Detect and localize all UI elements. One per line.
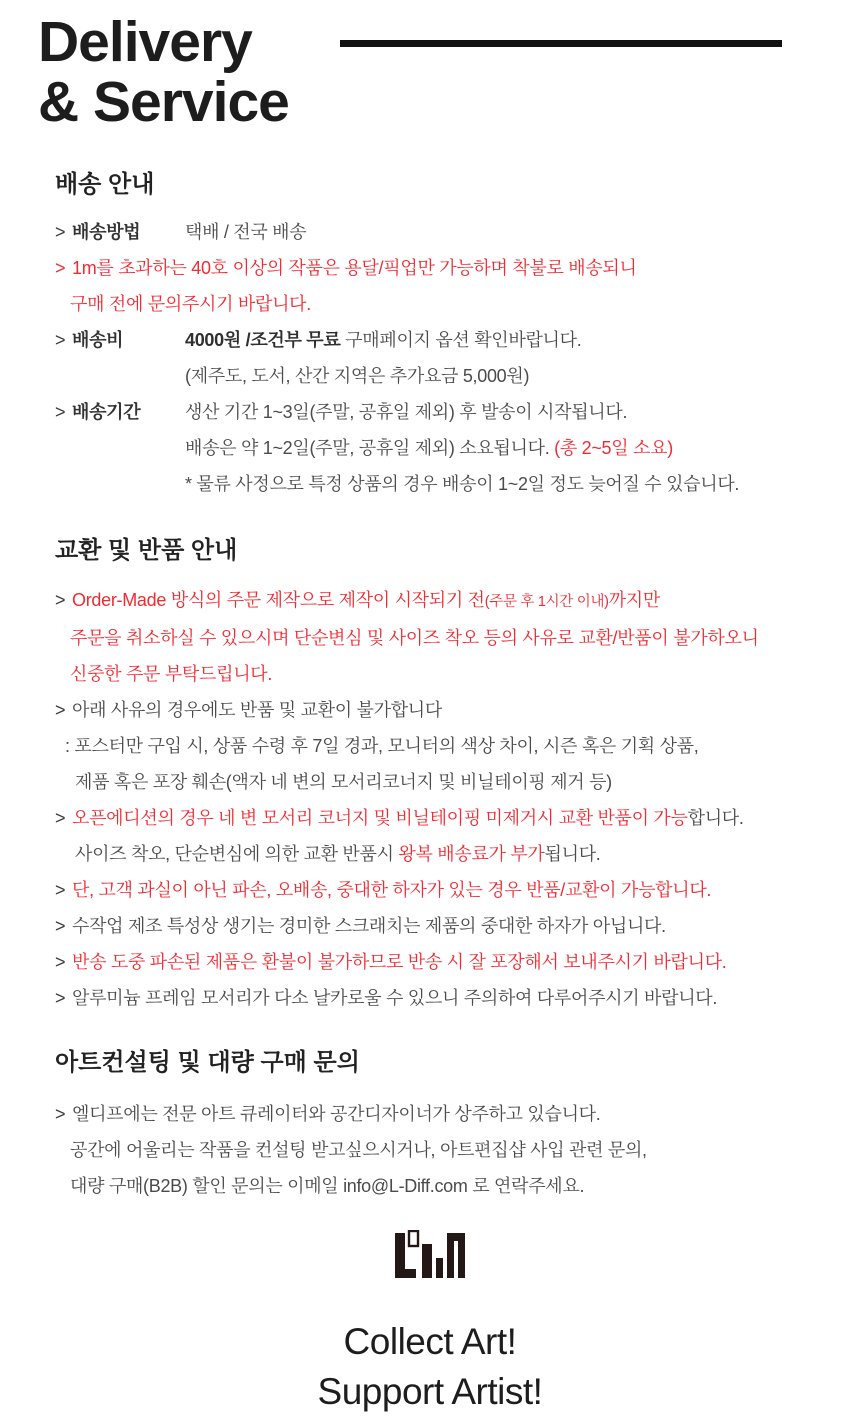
no-return-reasons-text: 아래 사유의 경우에도 반품 및 교환이 불가합니다 xyxy=(72,700,442,720)
round-trip-seg1: 사이즈 착오, 단순변심에 의한 교환 반품시 xyxy=(75,844,399,864)
return-packing-row xyxy=(55,944,840,980)
shipping-total-days: (총 2~5일 소요) xyxy=(554,438,673,458)
bullet-chevron: > xyxy=(55,258,66,278)
order-made-seg2: 까지만 xyxy=(608,590,660,610)
shipping-method-row xyxy=(55,214,840,250)
bullet-chevron: > xyxy=(55,952,66,972)
consulting-info-row xyxy=(55,1132,840,1168)
shipping-fee-row xyxy=(55,322,840,358)
order-made-text xyxy=(72,582,660,620)
shipping-fee-value xyxy=(185,322,581,358)
curator-row xyxy=(55,1096,840,1132)
no-return-list-text: : 포스터만 구입 시, 상품 수령 후 7일 경과, 모니터의 색상 차이, 시즌 혹은 기획 상품, xyxy=(65,736,699,756)
no-return-list-row xyxy=(55,728,840,764)
bullet-chevron: > xyxy=(55,222,66,242)
curator-text: 엘디프에는 전문 아트 큐레이터와 공간디자이너가 상주하고 있습니다. xyxy=(72,1104,601,1124)
round-trip-red-seg: 왕복 배송료가 부가 xyxy=(398,844,545,864)
return-packing-text: 반송 도중 파손된 제품은 환불이 불가하므로 반송 시 잘 포장해서 보내주시기 바랍니다. xyxy=(72,952,727,972)
slogan-line2: Support Artist! xyxy=(317,1371,543,1412)
order-made-small-note: (주문 후 1시간 이내) xyxy=(484,594,609,610)
oversize-notice-cont-text: 구매 전에 문의주시기 바랍니다. xyxy=(70,294,311,314)
l-diff-logo-icon xyxy=(395,1230,465,1278)
shipping-method-value: 택배 / 전국 배송 xyxy=(185,222,307,242)
slogan xyxy=(0,1317,860,1417)
cancel-policy-row xyxy=(55,620,840,656)
careful-order-row xyxy=(55,656,840,692)
shipping-delay-note-row xyxy=(55,466,840,502)
shipping-delay-note-text: * 물류 사정으로 특정 상품의 경우 배송이 1~2일 정도 늦어질 수 있습니다. xyxy=(185,474,740,494)
section-returns xyxy=(0,536,860,1016)
page-title xyxy=(0,12,860,132)
section-shipping xyxy=(0,170,860,502)
footer xyxy=(0,1230,860,1417)
bullet-chevron: > xyxy=(55,700,66,720)
cancel-policy-text: 주문을 취소하실 수 있으시며 단순변심 및 사이즈 착오 등의 사유로 교환/반품이 불가하오니 xyxy=(70,628,759,648)
open-edition-row xyxy=(55,800,840,836)
bullet-chevron: > xyxy=(55,808,66,828)
aluminum-frame-text: 알루미늄 프레임 모서리가 다소 날카로울 수 있으니 주의하여 다루어주시기 바랍니다. xyxy=(72,988,718,1008)
oversize-notice-row xyxy=(55,250,840,286)
defect-exception-row xyxy=(55,872,840,908)
shipping-fee-extra-text: (제주도, 도서, 산간 지역은 추가요금 5,000원) xyxy=(185,366,530,386)
consulting-heading: 아트컨설팅 및 대량 구매 문의 xyxy=(55,1049,360,1076)
b2b-contact-text: 대량 구매(B2B) 할인 문의는 이메일 info@L-Diff.com 로 연락주세요. xyxy=(70,1176,585,1196)
shipping-method-label: 배송방법 xyxy=(72,222,141,242)
shipping-fee-label: 배송비 xyxy=(72,330,124,350)
round-trip-fee-row xyxy=(55,836,840,872)
no-return-reasons-row xyxy=(55,692,840,728)
order-made-row xyxy=(55,582,840,620)
handmade-scratch-row xyxy=(55,908,840,944)
shipping-heading: 배송 안내 xyxy=(55,171,155,198)
open-edition-text xyxy=(72,800,744,836)
defect-exception-text: 단, 고객 과실이 아닌 파손, 오배송, 중대한 하자가 있는 경우 반품/교환이 가능합니다. xyxy=(72,880,712,900)
order-made-seg1: Order-Made 방식의 주문 제작으로 제작이 시작되기 전 xyxy=(72,590,485,610)
shipping-fee-extra-row xyxy=(55,358,840,394)
returns-heading: 교환 및 반품 안내 xyxy=(55,537,238,564)
aluminum-frame-row xyxy=(55,980,840,1016)
bullet-chevron: > xyxy=(55,330,66,350)
bullet-chevron: > xyxy=(55,916,66,936)
slogan-line1: Collect Art! xyxy=(343,1321,517,1362)
open-edition-black-seg: 합니다. xyxy=(687,808,744,828)
bullet-chevron: > xyxy=(55,988,66,1008)
page-title-line2: & Service xyxy=(38,70,289,134)
bullet-chevron: > xyxy=(55,590,66,610)
section-consulting xyxy=(0,1048,860,1204)
bullet-chevron: > xyxy=(55,880,66,900)
oversize-notice-cont-row xyxy=(55,286,840,322)
shipping-period-cont-row xyxy=(55,430,840,466)
shipping-fee-note: 구매페이지 옵션 확인바랍니다. xyxy=(340,330,582,350)
careful-order-text: 신중한 주문 부탁드립니다. xyxy=(70,664,273,684)
consulting-info-text: 공간에 어울리는 작품을 컨설팅 받고싶으시거나, 아트편집샵 사입 관련 문의, xyxy=(70,1140,647,1160)
bullet-chevron: > xyxy=(55,1104,66,1124)
shipping-period-value: 생산 기간 1~3일(주말, 공휴일 제외) 후 발송이 시작됩니다. xyxy=(185,402,628,422)
shipping-period-label: 배송기간 xyxy=(72,402,141,422)
bullet-chevron: > xyxy=(55,402,66,422)
b2b-contact-row xyxy=(55,1168,840,1204)
no-return-list-cont-row xyxy=(55,764,840,800)
l-diff-logo-svg xyxy=(395,1230,465,1278)
page-title-line1: Delivery xyxy=(38,10,252,74)
shipping-period-row xyxy=(55,394,840,430)
round-trip-seg2: 됩니다. xyxy=(544,844,601,864)
round-trip-fee-text xyxy=(75,836,600,872)
shipping-period-cont-text xyxy=(185,430,673,466)
handmade-scratch-text: 수작업 제조 특성상 생기는 경미한 스크래치는 제품의 중대한 하자가 아닙니다. xyxy=(72,916,666,936)
open-edition-red-seg: 오픈에디션의 경우 네 변 모서리 코너지 및 비닐테이핑 미제거시 교환 반품이 가능 xyxy=(72,808,688,828)
title-rule-line xyxy=(340,40,782,47)
no-return-list-cont-text: 제품 혹은 포장 훼손(액자 네 변의 모서리코너지 및 비닐테이핑 제거 등) xyxy=(75,772,612,792)
oversize-notice-text: 1m를 초과하는 40호 이상의 작품은 용달/픽업만 가능하며 착불로 배송되니 xyxy=(72,258,637,278)
shipping-fee-amount: 4000원 /조건부 무료 xyxy=(185,330,341,350)
shipping-duration-text: 배송은 약 1~2일(주말, 공휴일 제외) 소요됩니다. xyxy=(185,438,555,458)
